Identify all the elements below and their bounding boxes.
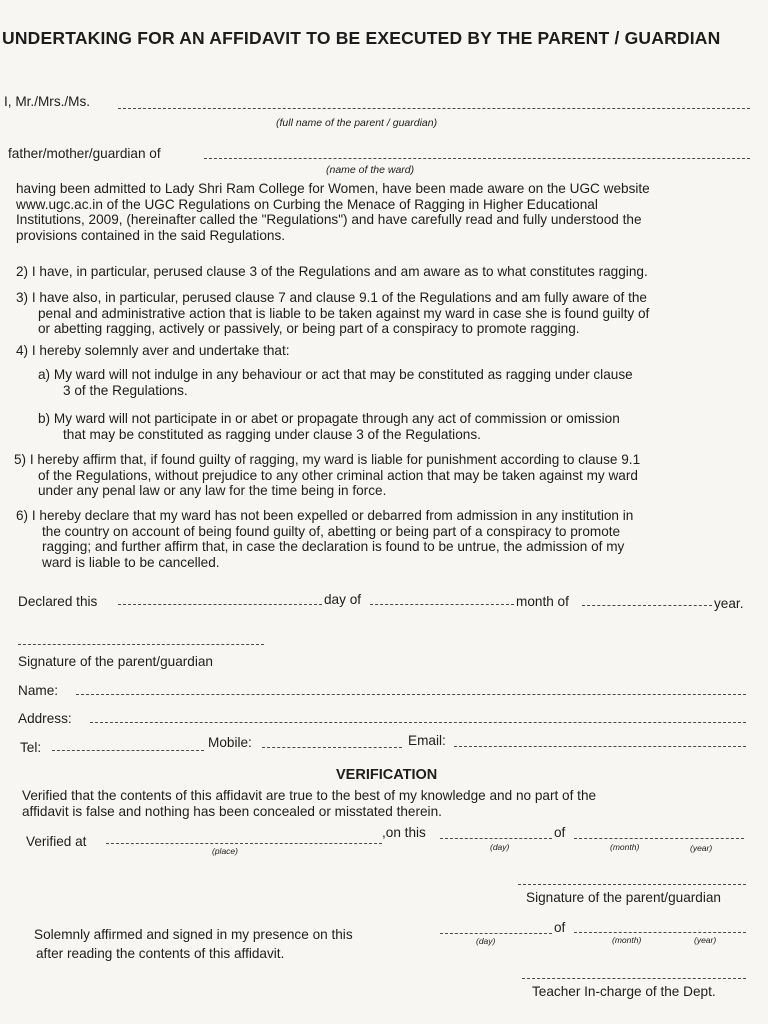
mobile-label: Mobile: bbox=[208, 735, 252, 750]
clause-line: b) My ward will not participate in or abet or propagate through any act of commission or omission bbox=[38, 411, 620, 426]
month-hint-2: (month) bbox=[612, 935, 642, 945]
parent-name-field[interactable] bbox=[118, 108, 750, 109]
affirmed-month-year-field[interactable] bbox=[574, 932, 746, 933]
address-field[interactable] bbox=[90, 722, 746, 723]
declared-this-label: Declared this bbox=[18, 594, 98, 609]
mobile-field[interactable] bbox=[262, 747, 402, 748]
clause-line: that may be constituted as ragging under clause 3 of the Regulations. bbox=[63, 426, 481, 442]
year-hint: (year) bbox=[690, 843, 713, 853]
parent-name-hint: (full name of the parent / guardian) bbox=[276, 117, 438, 129]
clause-line: or abetting ragging, actively or passively, or being part of a conspiracy to promote ragging. bbox=[38, 321, 580, 336]
clause-5 bbox=[14, 452, 640, 499]
verified-at-label: Verified at bbox=[26, 834, 87, 849]
intro-line: having been admitted to Lady Shri Ram College for Women, have been made aware on the UGC website bbox=[16, 181, 650, 196]
parent-signature-field[interactable] bbox=[18, 644, 264, 645]
ward-name-label: father/mother/guardian of bbox=[8, 146, 161, 161]
clause-6 bbox=[16, 508, 633, 570]
clause-line: 6) I hereby declare that my ward has not been expelled or debarred from admission in any institution in bbox=[16, 508, 634, 523]
declared-day-field[interactable] bbox=[118, 604, 322, 605]
month-of-label: month of bbox=[516, 594, 569, 609]
tel-label: Tel: bbox=[20, 740, 42, 755]
clause-line: under any penal law or any law for the time being in force. bbox=[38, 483, 387, 498]
verification-paragraph bbox=[22, 788, 596, 819]
day-hint: (day) bbox=[490, 842, 510, 852]
clause-4 bbox=[16, 343, 290, 359]
intro-line: provisions contained in the said Regulations. bbox=[16, 227, 286, 243]
declared-year-field[interactable] bbox=[582, 605, 712, 606]
verification-line: Verified that the contents of this affidavit are true to the best of my knowledge and no part of the bbox=[22, 788, 597, 803]
intro-line: Institutions, 2009, (hereinafter called the "Regulations") and have carefully read and fully understood the bbox=[16, 212, 642, 227]
of-label-2: of bbox=[554, 920, 566, 935]
email-field[interactable] bbox=[454, 746, 746, 747]
day-of-label: day of bbox=[324, 592, 362, 607]
ward-name-hint: (name of the ward) bbox=[326, 164, 415, 176]
declared-month-field[interactable] bbox=[370, 604, 514, 605]
clause-line: 2) I have, in particular, perused clause 3 of the Regulations and am aware as to what constitutes ragging. bbox=[16, 264, 648, 279]
parent-signature-label-2: Signature of the parent/guardian bbox=[526, 890, 721, 905]
name-field[interactable] bbox=[76, 694, 746, 695]
name-label: Name: bbox=[18, 683, 59, 698]
clause-line: the country on account of being found guilty of, abetting or being part of a conspiracy to promote bbox=[42, 523, 621, 539]
after-reading-text: after reading the contents of this affidavit. bbox=[36, 946, 285, 961]
clause-line: penal and administrative action that is liable to be taken against my ward in case she is found guilty of bbox=[38, 305, 650, 321]
day-hint-2: (day) bbox=[476, 936, 496, 946]
clause-line: a) My ward will not indulge in any behaviour or act that may be constituted as ragging under clause bbox=[38, 367, 633, 382]
clause-3 bbox=[16, 290, 649, 337]
on-this-label: ,on this bbox=[382, 825, 426, 840]
solemnly-affirmed-text: Solemnly affirmed and signed in my presence on this bbox=[34, 927, 353, 942]
clause-line: 3 of the Regulations. bbox=[63, 382, 188, 398]
intro-paragraph bbox=[16, 181, 650, 243]
clause-line: ward is liable to be cancelled. bbox=[42, 554, 220, 570]
affirmed-day-field[interactable] bbox=[440, 933, 552, 934]
parent-signature-field-2[interactable] bbox=[518, 884, 746, 885]
tel-field[interactable] bbox=[52, 750, 204, 751]
clause-2 bbox=[16, 264, 648, 280]
verified-day-field[interactable] bbox=[440, 838, 552, 839]
clause-line: 3) I have also, in particular, perused clause 7 and clause 9.1 of the Regulations and am fully aware of the bbox=[16, 290, 647, 305]
clause-line: 4) I hereby solemnly aver and undertake that: bbox=[16, 343, 290, 358]
parent-name-label: I, Mr./Mrs./Ms. bbox=[4, 94, 91, 109]
intro-line: www.ugc.ac.in of the UGC Regulations on Curbing the Menace of Ragging in Higher Educational bbox=[16, 196, 598, 212]
clause-4a bbox=[38, 367, 633, 398]
verified-place-field[interactable] bbox=[106, 843, 382, 844]
clause-4b bbox=[38, 411, 620, 442]
verification-line: affidavit is false and nothing has been concealed or misstated therein. bbox=[22, 803, 442, 819]
year-label: year. bbox=[714, 596, 744, 611]
clause-line: ragging; and further affirm that, in case the declaration is found to be untrue, the admission of my bbox=[42, 539, 625, 554]
verification-heading: VERIFICATION bbox=[336, 767, 438, 783]
teacher-signature-label: Teacher In-charge of the Dept. bbox=[532, 984, 716, 999]
verified-month-year-field[interactable] bbox=[574, 838, 744, 839]
place-hint: (place) bbox=[212, 846, 238, 856]
clause-line: of the Regulations, without prejudice to any other criminal action that may be taken against my ward bbox=[38, 467, 638, 483]
clause-line: 5) I hereby affirm that, if found guilty of ragging, my ward is liable for punishment according to clause 9.1 bbox=[14, 452, 641, 467]
month-hint: (month) bbox=[610, 842, 640, 852]
teacher-signature-field[interactable] bbox=[522, 978, 746, 979]
email-label: Email: bbox=[408, 733, 446, 748]
of-label-1: of bbox=[554, 825, 566, 840]
document-title: UNDERTAKING FOR AN AFFIDAVIT TO BE EXECUTED BY THE PARENT / GUARDIAN bbox=[2, 28, 721, 48]
year-hint-2: (year) bbox=[694, 935, 717, 945]
parent-signature-label: Signature of the parent/guardian bbox=[18, 654, 213, 669]
address-label: Address: bbox=[18, 711, 72, 726]
ward-name-field[interactable] bbox=[204, 158, 750, 159]
